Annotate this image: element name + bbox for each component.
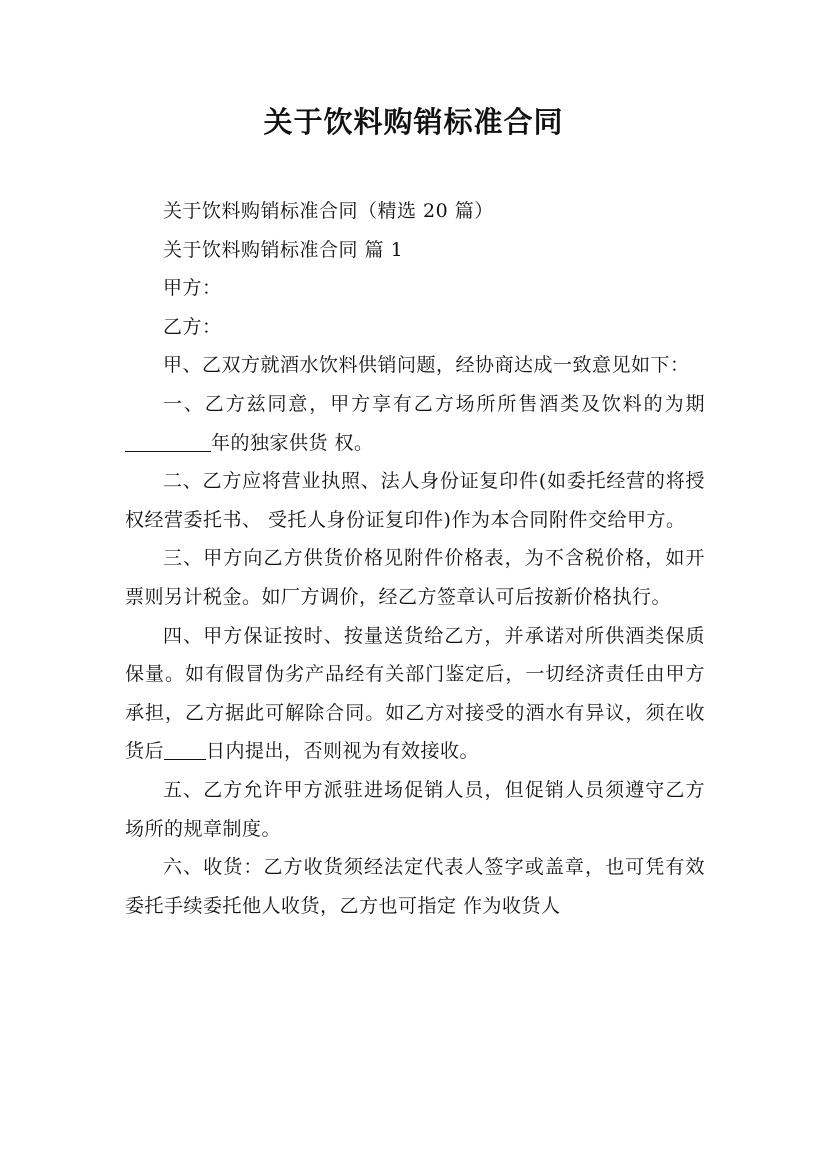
clause-2: 二、乙方应将营业执照、法人身份证复印件(如委托经营的将授权经营委托书、 受托人身份证复印件)作为本合同附件交给甲方。 — [125, 470, 705, 531]
clause-4-text-a: 四、甲方保证按时、按量送货给乙方，并承诺对所供酒类保质保量。如有假冒伪劣产品经有关部门鉴定后，一切经济责任由甲方承担，乙方据此可解除合同。如乙方对接受的酒水有异议，须在收货后 — [125, 624, 705, 763]
section-heading: 关于饮料购销标准合同 篇 1 — [163, 238, 404, 261]
clause-6: 六、收货：乙方收货须经法定代表人签字或盖章，也可凭有效委托手续委托他人收货，乙方也可指定 作为收货人 — [125, 856, 705, 917]
document-body — [125, 192, 705, 925]
clause-1 — [125, 385, 705, 462]
party-b-line: 乙方： — [163, 315, 222, 338]
term-years-blank — [125, 432, 211, 452]
clause-4 — [125, 617, 705, 771]
intro-paragraph: 甲、乙双方就酒水饮料供销问题，经协商达成一致意见如下： — [163, 354, 690, 377]
days-blank — [164, 740, 206, 760]
clause-1-text-b: 年的独家供货 权。 — [211, 431, 374, 454]
clause-4-text-b: 日内提出，否则视为有效接收。 — [206, 740, 480, 763]
clause-5: 五、乙方允许甲方派驻进场促销人员，但促销人员须遵守乙方场所的规章制度。 — [125, 778, 705, 840]
document-title: 关于饮料购销标准合同 — [263, 105, 564, 139]
subtitle: 关于饮料购销标准合同（精选 20 篇） — [163, 200, 494, 222]
clause-1-text-a: 一、乙方兹同意，甲方享有乙方场所所售酒类及饮料的为期 — [163, 392, 705, 415]
party-a-line: 甲方： — [163, 277, 222, 300]
clause-3: 三、甲方向乙方供货价格见附件价格表，为不含税价格，如开票则另计税金。如厂方调价，经乙方签章认可后按新价格执行。 — [125, 547, 705, 608]
